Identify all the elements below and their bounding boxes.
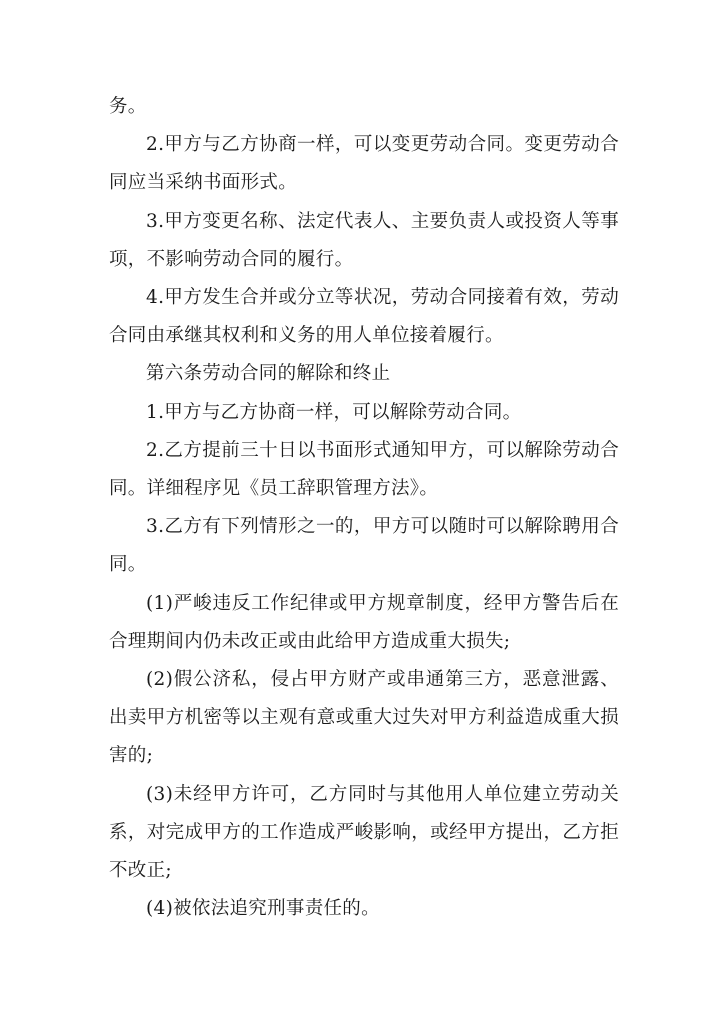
- paragraph-continuation: 务。: [109, 96, 147, 117]
- paragraph-termination-3: 3.乙方有下列情形之一的，甲方可以随时可以解除聘用合同。: [109, 516, 619, 576]
- document-body: [109, 88, 619, 928]
- list-item-case-2: (2)假公济私，侵占甲方财产或串通第三方，恶意泄露、出卖甲方机密等以主观有意或重大过失对甲方利益造成重大损害的;: [109, 669, 619, 767]
- paragraph-clause-3: 3.甲方变更名称、法定代表人、主要负责人或投资人等事项，不影响劳动合同的履行。: [109, 210, 619, 270]
- paragraph-clause-4: 4.甲方发生合并或分立等状况，劳动合同接着有效，劳动合同由承继其权利和义务的用人单位接着履行。: [109, 287, 619, 347]
- paragraph-termination-1: 1.甲方与乙方协商一样，可以解除劳动合同。: [146, 401, 522, 423]
- section-heading-article-6: 第六条劳动合同的解除和终止: [146, 363, 391, 385]
- list-item-case-1: (1)严峻违反工作纪律或甲方规章制度，经甲方警告后在合理期间内仍未改正或由此给甲方造成重大损失;: [109, 592, 619, 652]
- paragraph-termination-2: 2.乙方提前三十日以书面形式通知甲方，可以解除劳动合同。详细程序见《员工辞职管理方法》。: [109, 439, 619, 500]
- list-item-case-3: (3)未经甲方许可，乙方同时与其他用人单位建立劳动关系，对完成甲方的工作造成严峻影响，或经甲方提出，乙方拒不改正;: [109, 783, 619, 882]
- list-item-case-4: (4)被依法追究刑事责任的。: [146, 898, 380, 920]
- paragraph-clause-2: 2.甲方与乙方协商一样，可以变更劳动合同。变更劳动合同应当采纳书面形式。: [109, 134, 619, 194]
